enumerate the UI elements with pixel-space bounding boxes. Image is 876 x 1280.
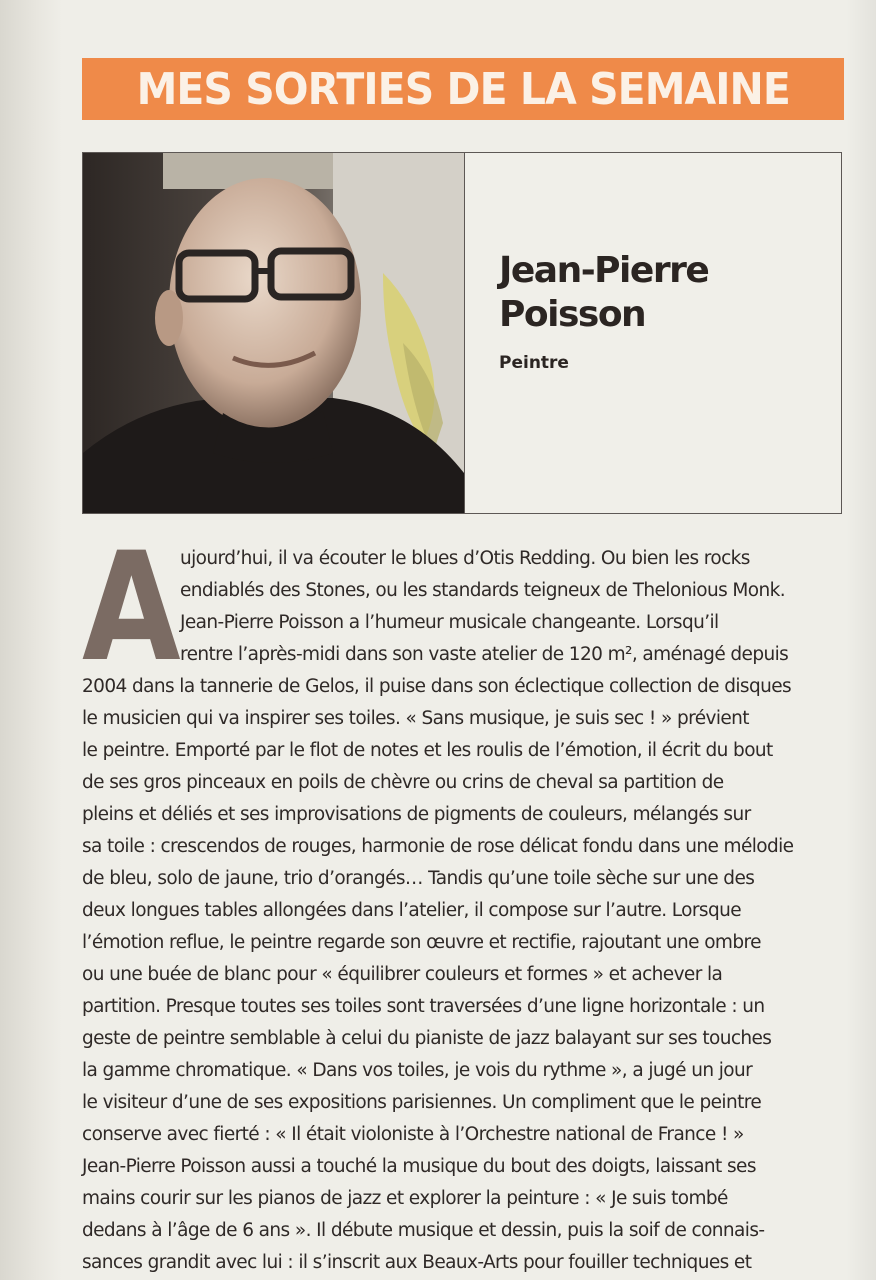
page-shadow (846, 0, 876, 1280)
article-line: l’émotion reflue, le peintre regarde son œuvre et rectifie, rajoutant une ombre (82, 932, 761, 953)
article-line: sances grandit avec lui : il s’inscrit aux Beaux-Arts pour fouiller techniques et (82, 1252, 752, 1273)
profile-box (82, 152, 842, 514)
article-line: endiablés des Stones, ou les standards teigneux de Thelonious Monk. (180, 580, 785, 601)
article-line: mains courir sur les pianos de jazz et explorer la peinture : « Je suis tombé (82, 1188, 728, 1209)
portrait-photo (83, 153, 465, 513)
article-line: Jean-Pierre Poisson a l’humeur musicale changeante. Lorsqu’il (180, 612, 719, 633)
article-line: conserve avec fierté : « Il était violoniste à l’Orchestre national de France ! » (82, 1124, 744, 1145)
article-line: la gamme chromatique. « Dans vos toiles, je vois du rythme », a jugé un jour (82, 1060, 753, 1081)
article-line: Jean-Pierre Poisson aussi a touché la musique du bout des doigts, laissant ses (82, 1156, 756, 1177)
profile-details (465, 153, 841, 513)
article-line: deux longues tables allongées dans l’atelier, il compose sur l’autre. Lorsque (82, 900, 741, 921)
article-line: geste de peintre semblable à celui du pianiste de jazz balayant sur ses touches (82, 1028, 772, 1049)
article-line: ujourd’hui, il va écouter le blues d’Otis Redding. Ou bien les rocks (180, 548, 750, 569)
article-line: le peintre. Emporté par le flot de notes et les roulis de l’émotion, il écrit du bout (82, 740, 773, 761)
profile-role: Peintre (499, 353, 569, 373)
article-line: pleins et déliés et ses improvisations de pigments de couleurs, mélangés sur (82, 804, 751, 825)
article-line: le musicien qui va inspirer ses toiles. « Sans musique, je suis sec ! » prévient (82, 708, 749, 729)
article-line: partition. Presque toutes ses toiles sont traversées d’une ligne horizontale : un (82, 996, 765, 1017)
article-line: 2004 dans la tannerie de Gelos, il puise dans son éclectique collection de disques (82, 676, 792, 697)
profile-name-last: Poisson (499, 294, 646, 335)
drop-cap: A (82, 521, 181, 695)
article-line: le visiteur d’une de ses expositions parisiennes. Un compliment que le peintre (82, 1092, 762, 1113)
page-gutter (0, 0, 62, 1280)
article-line: ou une buée de blanc pour « équilibrer couleurs et formes » et achever la (82, 964, 723, 985)
article-line: dedans à l’âge de 6 ans ». Il débute musique et dessin, puis la soif de connais- (82, 1220, 765, 1241)
section-title: MES SORTIES DE LA SEMAINE (136, 63, 790, 115)
article-line: de ses gros pinceaux en poils de chèvre ou crins de cheval sa partition de (82, 772, 724, 793)
profile-name-first: Jean-Pierre (499, 250, 709, 291)
portrait-illustration (83, 153, 464, 513)
article-line: sa toile : crescendos de rouges, harmonie de rose délicat fondu dans une mélodie (82, 836, 794, 857)
article-line: de bleu, solo de jaune, trio d’orangés… Tandis qu’une toile sèche sur une des (82, 868, 755, 889)
article-line: rentre l’après-midi dans son vaste atelier de 120 m², aménagé depuis (180, 644, 789, 665)
section-banner (82, 58, 844, 120)
